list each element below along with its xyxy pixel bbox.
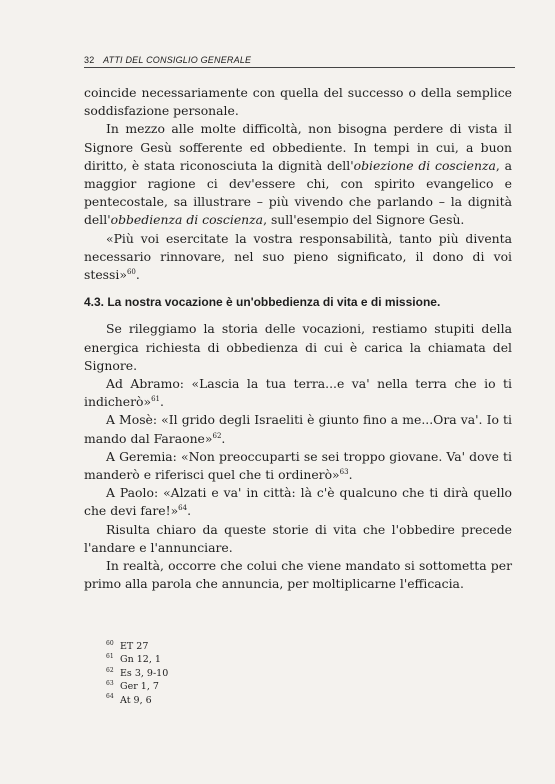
footnote-text: At 9, 6 [120,694,152,706]
footnote: 60 ET 27 [106,639,149,652]
footnotes [106,640,168,707]
paragraph-text: coincide necessariamente con quella del successo o della semplice soddisfazione personale. [84,85,512,119]
paragraph-text: Risulta chiaro da queste storie di vita che l'obbedire precede l'andare e l'annunciare. [84,521,512,555]
footnote-ref: 61 [151,395,160,404]
paragraph-text: A Paolo: «Alzati e va' in città: là c'è qualcuno che ti dirà quello che devi fare!» [84,485,512,519]
body-text [84,84,512,593]
paragraph [84,521,512,557]
section-heading: 4.3. La nostra vocazione è un'obbedienza di vita e di missione. [84,295,441,310]
paragraph [84,120,512,229]
paragraph-text: Ad Abramo: «Lascia la tua terra...e va' nella terra che io ti indicherò» [84,376,512,410]
running-header [84,55,515,68]
paragraph: A Paolo: «Alzati e va' in città: là c'è qualcuno che ti dirà quello che devi fare!»$^{64}$. [84,485,512,519]
paragraph-text: , a maggior ragione ci dev'essere chi, con spirito evangelico e pentecostale, sa illustrare – più vivendo che parlando – la dignità dell' [84,157,512,228]
paragraph: «Più voi esercitate la vostra responsabilità, tanto più diventa necessario rinnovare, nel suo pieno significato, il dono di voi stessi»$^{60}$. [84,230,512,283]
footnote-text: Gn 12, 1 [120,654,161,666]
running-title: ATTI DEL CONSIGLIO GENERALE [103,55,252,65]
footnote-text: Es 3, 9-10 [120,667,169,679]
paragraph: A Geremia: «Non preoccuparti se sei troppo giovane. Va' dove ti manderò e riferisci quel che ti ordinerò»$^{63}$. [84,448,512,483]
paragraph-text: «Più voi esercitate la vostra responsabilità, tanto più diventa necessario rinnovare, nel suo pieno significato, il dono di voi stessi» [84,230,512,283]
footnote-ref: 62 [212,431,222,440]
paragraph-text: , sull'esempio del Signore Gesù. [263,212,465,228]
italic-term: obiezione di coscienza [353,157,496,173]
footnote: 64 At 9, 6 [106,693,152,706]
footnote-text: Ger 1, 7 [120,681,159,693]
italic-term: obbedienza di coscienza [110,212,264,228]
paragraph [84,557,512,593]
paragraph-text: A Geremia: «Non preoccuparti se sei troppo giovane. Va' dove ti manderò e riferisci quel che ti ordinerò» [84,448,512,483]
paragraph [84,84,512,120]
paragraph: A Mosè: «Il grido degli Israeliti è giunto fino a me...Ora va'. Io ti mando dal Faraone»$^{62}$. [84,412,512,446]
paragraph-text: In mezzo alle molte difficoltà, non bisogna perdere di vista il Signore Gesù sofferente ed obbediente. In tempi in cui, a buon diritto, è stata riconosciuta la dignità dell' [84,121,512,173]
footnote: 63 Ger 1, 7 [106,680,159,693]
footnote-ref: 63 [339,467,349,476]
page-number: 32 [84,55,95,65]
paragraph-text: A Mosè: «Il grido degli Israeliti è giunto fino a me...Ora va'. Io ti mando dal Faraone» [84,412,512,446]
footnote: 61 Gn 12, 1 [106,653,161,666]
footnote: 62 Es 3, 9-10 [106,666,169,679]
footnote-ref: 64 [178,504,188,513]
paragraph-text: Se rileggiamo la storia delle vocazioni, restiamo stupiti della energica richiesta di obbedienza di cui è carica la chiamata del Signore. [84,321,512,373]
paragraph: Ad Abramo: «Lascia la tua terra...e va' nella terra che io ti indicherò»$^{61}$. [84,376,512,410]
paragraph [84,320,512,375]
footnote-ref: 60 [126,267,136,276]
paragraph-text: In realtà, occorre che colui che viene mandato si sottometta per primo alla parola che annuncia, per moltiplicarne l'efficacia. [84,558,512,592]
footnote-text: ET 27 [120,641,149,652]
